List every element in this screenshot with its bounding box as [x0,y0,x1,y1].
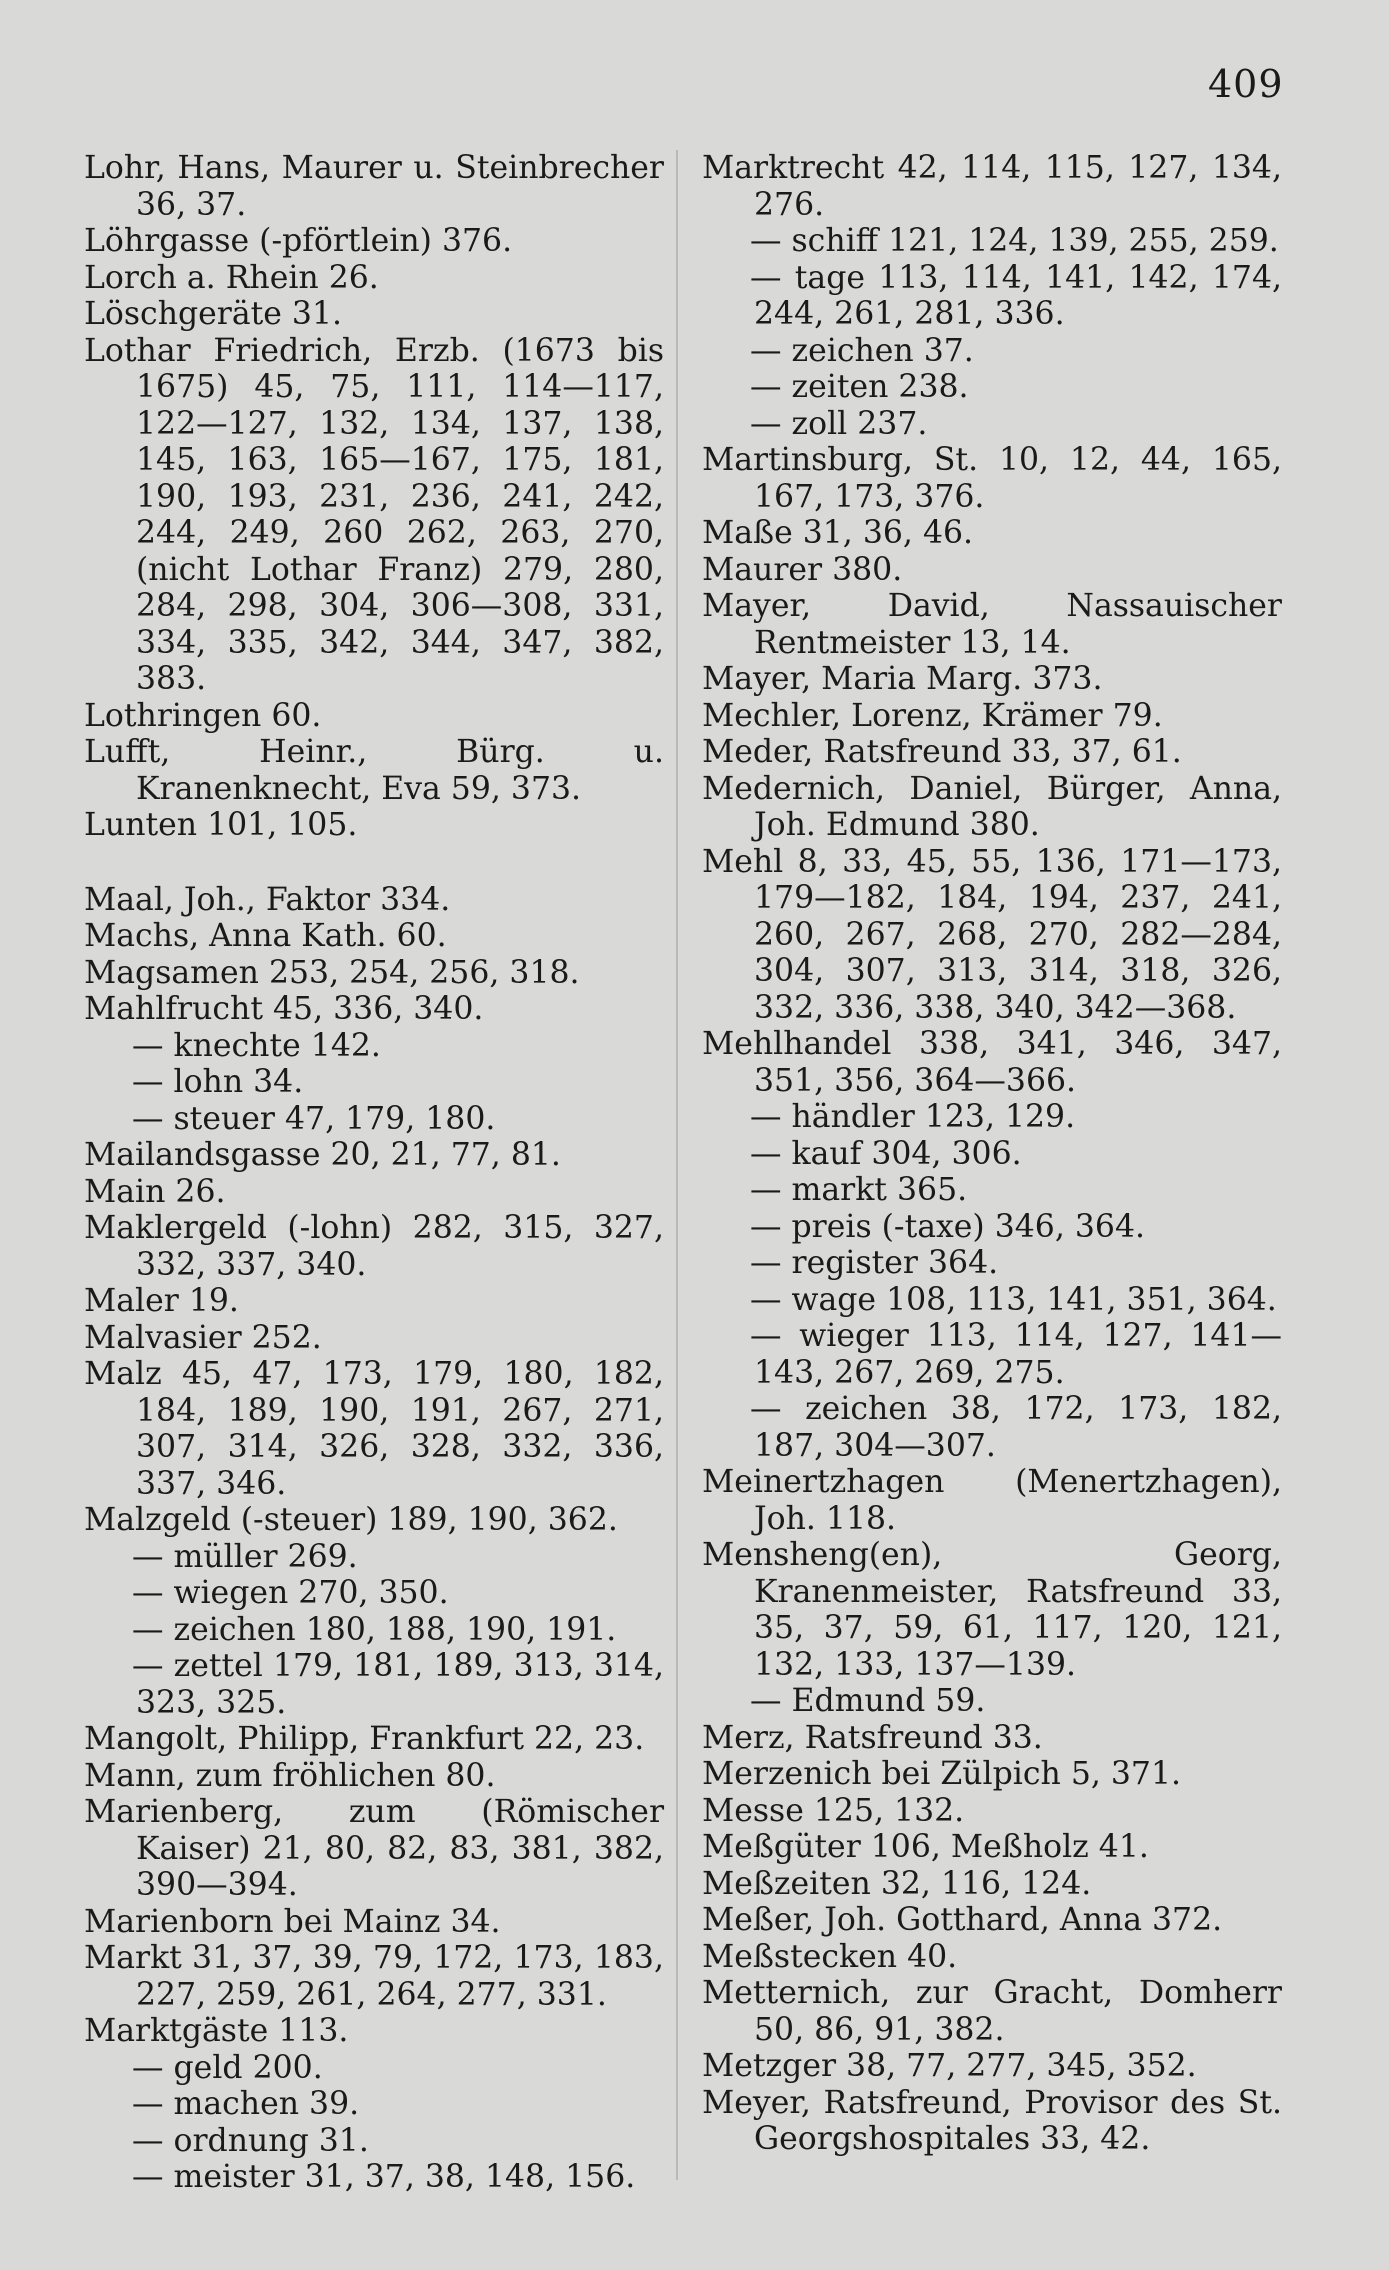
index-subentry: — lohn 34. [84,1064,664,1101]
index-subentry: — zeichen 38, 172, 173, 182, 187, 304—307. [702,1391,1282,1464]
index-entry: Maal, Joh., Faktor 334. [84,881,451,918]
index-subentry: — müller 269. [84,1539,664,1576]
index-entry: Marktgäste 113. [84,2013,349,2049]
index-entry: Maler 19. [84,1283,239,1319]
index-subentry: — geld 200. [84,2050,664,2087]
index-subentry: — händler 123, 129. [702,1099,1282,1136]
index-entry: Mehl 8, 33, 45, 55, 136, 171—173, 179—182, 184, 194, 237, 241, 260, 267, 268, 270, 282—284, 304, 307, 313, 314, 318, 326, 332, 336, 338, 340, 342—368. [702,843,1282,1026]
column-divider [676,150,678,2180]
index-entry: Malvasier 252. [84,1319,322,1356]
index-subentry: — ordnung 31. [84,2123,664,2160]
index-entry: Maße 31, 36, 46. [702,515,974,551]
index-entry: Lothringen 60. [84,697,322,734]
index-group-m [84,882,664,2196]
index-entry: Malz 45, 47, 173, 179, 180, 182, 184, 189, 190, 191, 267, 271, 307, 314, 326, 328, 332, 336, 337, 346. [84,1356,664,1502]
index-entry: Mayer, David, Nassauischer Rentmeister 13, 14. [702,588,1282,661]
index-entry: Lorch a. Rhein 26. [84,259,379,296]
index-subentry: — tage 113, 114, 141, 142, 174, 244, 261, 281, 336. [702,260,1282,333]
index-subentry: — kauf 304, 306. [702,1136,1282,1173]
index-subentry: — wiegen 270, 350. [84,1575,664,1612]
index-subentry: — preis (-taxe) 346, 364. [702,1209,1282,1246]
index-subentry: — machen 39. [84,2086,664,2123]
index-entry: Meßzeiten 32, 116, 124. [702,1865,1092,1902]
index-entry: Mangolt, Philipp, Frankfurt 22, 23. [84,1721,645,1757]
index-entry: Malzgeld (-steuer) 189, 190, 362. [84,1502,618,1538]
index-column-right [702,150,1282,2158]
index-subentry: — zeichen 180, 188, 190, 191. [84,1612,664,1649]
index-entry: Menshеng(en), Georg, Kranenmeister, Ratsfreund 33, 35, 37, 59, 61, 117, 120, 121, 132, 133, 137—139. [702,1537,1282,1683]
index-entry: Lohr, Hans, Maurer u. Steinbrecher 36, 37. [84,150,664,223]
index-entry: Markt 31, 37, 39, 79, 172, 173, 183, 227, 259, 261, 264, 277, 331. [84,1940,664,2013]
index-entry: Lothar Friedrich, Erzb. (1673 bis 1675) 45, 75, 111, 114—117, 122—127, 132, 134, 137, 138, 145, 163, 165—167, 175, 181, 190, 193, 231, 236, 241, 242, 244, 249, 260 262, 263, 270, (nicht Lothar Franz) 279, 280, 284, 298, 304, 306—308, 331, 334, 335, 342, 344, 347, 382, 383. [84,332,664,697]
index-column-left [84,150,664,2196]
index-entry: Machs, Anna Kath. 60. [84,918,447,954]
index-entry: Maurer 380. [702,551,903,588]
index-entry: Meinertzhagen (Menertzhagen), Joh. 118. [702,1464,1282,1537]
index-entry: Meyer, Ratsfreund, Provisor des St. Georgshospitales 33, 42. [702,2084,1282,2157]
index-entry: Meßgüter 106, Meßholz 41. [702,1829,1149,1865]
index-subentry: — meister 31, 37, 38, 148, 156. [84,2159,664,2196]
index-group-l [84,150,664,844]
index-subentry: — zeiten 238. [702,369,1282,406]
index-entry: Merzenich bei Zülpich 5, 371. [702,1756,1182,1792]
index-entry: Merz, Ratsfreund 33. [702,1719,1043,1756]
index-entry: Metternich, zur Gracht, Domherr 50, 86, 91, 382. [702,1975,1282,2048]
index-entry: Martinsburg, St. 10, 12, 44, 165, 167, 173, 376. [702,442,1282,515]
index-subentry: — schiff 121, 124, 139, 255, 259. [702,223,1282,260]
index-entry: Marienborn bei Mainz 34. [84,1903,501,1940]
index-entry: Messe 125, 132. [702,1792,965,1829]
index-entry: Löhrgasse (-pförtlein) 376. [84,223,513,259]
index-entry: Mayer, Maria Marg. 373. [702,661,1103,697]
index-entry: Mahlfrucht 45, 336, 340. [84,991,484,1027]
index-entry: Löschgeräte 31. [84,296,343,332]
index-subentry: — wage 108, 113, 141, 351, 364. [702,1282,1282,1319]
index-entry: Mailandsgasse 20, 21, 77, 81. [84,1137,561,1173]
index-entry: Mann, zum fröhlichen 80. [84,1757,496,1794]
index-entry: Metzger 38, 77, 277, 345, 352. [702,2048,1197,2084]
index-subentry: — zeichen 37. [702,333,1282,370]
index-entry: Maklergeld (-lohn) 282, 315, 327, 332, 337, 340. [84,1210,664,1283]
index-subentry: — wieger 113, 114, 127, 141—143, 267, 269, 275. [702,1318,1282,1391]
index-subentry: — register 364. [702,1245,1282,1282]
index-entry: Marienberg, zum (Römischer Kaiser) 21, 80, 82, 83, 381, 382, 390—394. [84,1794,664,1903]
index-subentry: — Edmund 59. [702,1683,1282,1720]
index-entry: Main 26. [84,1173,226,1210]
index-subentry: — zoll 237. [702,406,1282,443]
index-subentry: — markt 365. [702,1172,1282,1209]
index-entry: Meßer, Joh. Gotthard, Anna 372. [702,1902,1223,1938]
index-entry: Meßstecken 40. [702,1938,958,1975]
index-entry: Mechler, Lorenz, Krämer 79. [702,697,1163,734]
index-entry: Medernich, Daniel, Bürger, Anna, Joh. Edmund 380. [702,770,1282,843]
index-entry: Lunten 101, 105. [84,807,358,843]
index-entry: Meder, Ratsfreund 33, 37, 61. [702,734,1182,770]
index-subentry: — steuer 47, 179, 180. [84,1101,664,1138]
index-entry: Marktrecht 42, 114, 115, 127, 134, 276. [702,150,1282,223]
index-entry: Lufft, Heinr., Bürg. u. Kranenknecht, Eva 59, 373. [84,734,664,807]
index-subentry: — zettel 179, 181, 189, 313, 314, 323, 325. [84,1648,664,1721]
index-subentry: — knechte 142. [84,1028,664,1065]
index-entry: Magsamen 253, 254, 256, 318. [84,954,580,991]
index-entry: Mehlhandel 338, 341, 346, 347, 351, 356, 364—366. [702,1026,1282,1099]
section-gap [84,844,664,882]
index-group-right [702,150,1282,2158]
page-number: 409 [1208,62,1284,106]
